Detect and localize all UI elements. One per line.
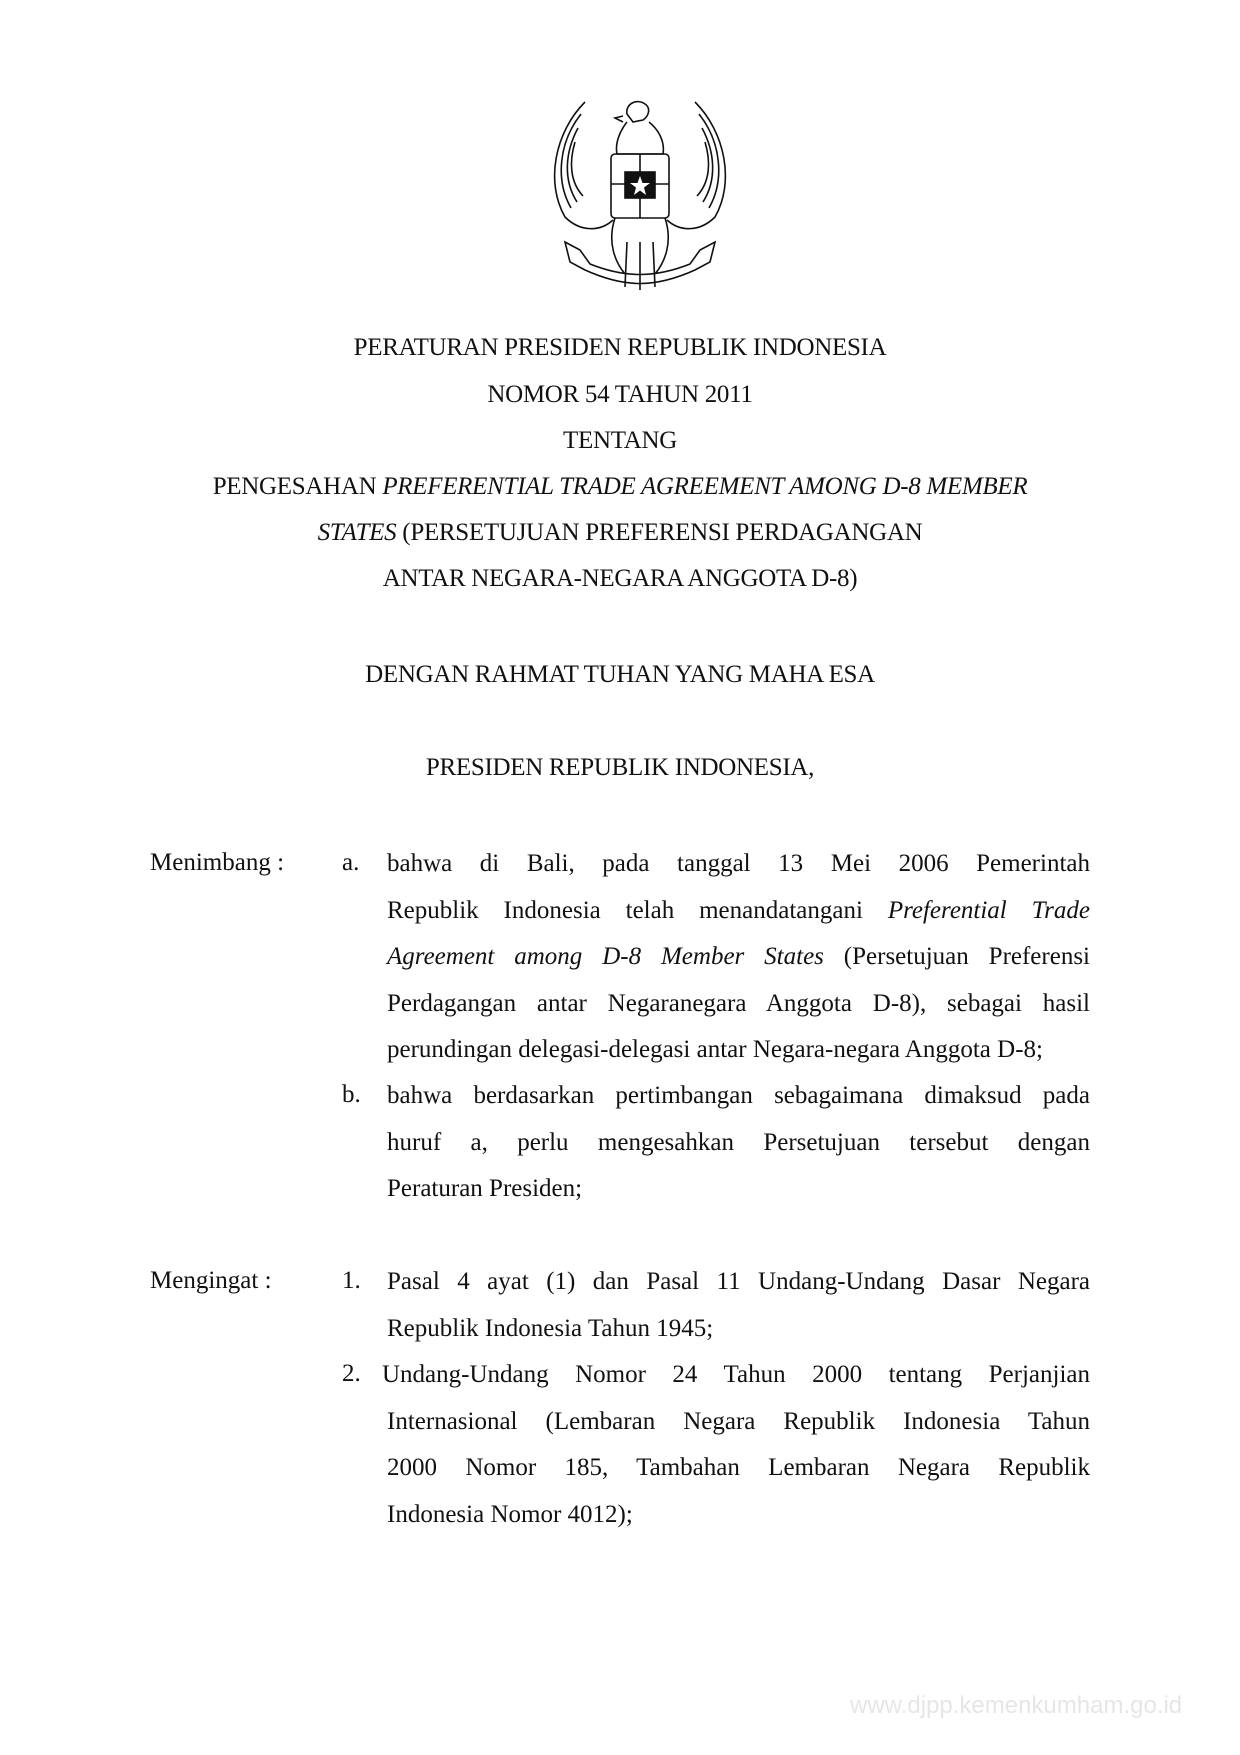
- subject-line-1-italic: PREFERENTIAL TRADE AGREEMENT AMONG D-8 MEMBER: [382, 473, 1028, 500]
- watermark-url: www.djpp.kemenkumham.go.id: [850, 1692, 1183, 1719]
- subject-line-1: [0, 473, 1240, 501]
- para-line: huruf a, perlu mengesahkan Persetujuan tersebut dengan: [387, 1128, 1090, 1156]
- para-line: Agreement among D-8 Member States (Persetujuan Preferensi: [387, 943, 1091, 970]
- para-line: perundingan delegasi-delegasi antar Negara-negara Anggota D-8;: [387, 1036, 1043, 1063]
- subject-line-2-italic: STATES: [317, 519, 397, 546]
- preamble: DENGAN RAHMAT TUHAN YANG MAHA ESA: [365, 661, 875, 688]
- menimbang-item-b: [387, 1073, 1090, 1213]
- mengingat-item-2: [382, 1352, 1090, 1538]
- para-line: Indonesia Nomor 4012);: [387, 1500, 633, 1528]
- authority-heading: PRESIDEN REPUBLIK INDONESIA,: [425, 754, 815, 781]
- para-line: 2000 Nomor 185, Tambahan Lembaran Negara Republik: [387, 1454, 1090, 1481]
- para-line: bahwa berdasarkan pertimbangan sebagaimana dimaksud pada: [387, 1082, 1090, 1109]
- mengingat-item-1: [387, 1259, 1090, 1352]
- subject-line-1-plain: PENGESAHAN: [212, 473, 383, 500]
- subject-line-2: [0, 519, 1240, 547]
- para-line: Peraturan Presiden;: [387, 1175, 583, 1202]
- mengingat-label: Mengingat :: [150, 1267, 272, 1294]
- regulation-number: NOMOR 54 TAHUN 2011: [487, 381, 753, 408]
- mengingat-item-2-marker: 2.: [342, 1360, 361, 1387]
- para-line: Undang-Undang Nomor 24 Tahun 2000 tentang Perjanjian: [382, 1361, 1090, 1388]
- subject-line-2-plain: (PERSETUJUAN PREFERENSI PERDAGANGAN: [396, 519, 923, 546]
- para-line: bahwa di Bali, pada tanggal 13 Mei 2006 Pemerintah: [387, 850, 1090, 877]
- mengingat-item-1-marker: 1.: [342, 1267, 361, 1294]
- menimbang-item-a: [387, 841, 1090, 1074]
- para-line: Perdagangan antar Negaranegara Anggota D-8), sebagai hasil: [387, 989, 1090, 1017]
- para-line: Republik Indonesia Tahun 1945;: [387, 1314, 714, 1342]
- regulation-type-title: PERATURAN PRESIDEN REPUBLIK INDONESIA: [353, 334, 887, 361]
- menimbang-item-a-marker: a.: [342, 849, 360, 876]
- menimbang-label: Menimbang :: [150, 849, 285, 876]
- garuda-emblem-icon: [545, 92, 735, 302]
- para-line: Pasal 4 ayat (1) dan Pasal 11 Undang-Undang Dasar Negara: [387, 1268, 1090, 1295]
- para-line: Republik Indonesia telah menandatangani Preferential Trade: [387, 896, 1090, 924]
- subject-line-3: ANTAR NEGARA-NEGARA ANGGOTA D-8): [382, 565, 858, 592]
- menimbang-item-b-marker: b.: [342, 1081, 361, 1108]
- para-line: Internasional (Lembaran Negara Republik Indonesia Tahun: [387, 1407, 1090, 1435]
- tentang-heading: TENTANG: [563, 427, 677, 454]
